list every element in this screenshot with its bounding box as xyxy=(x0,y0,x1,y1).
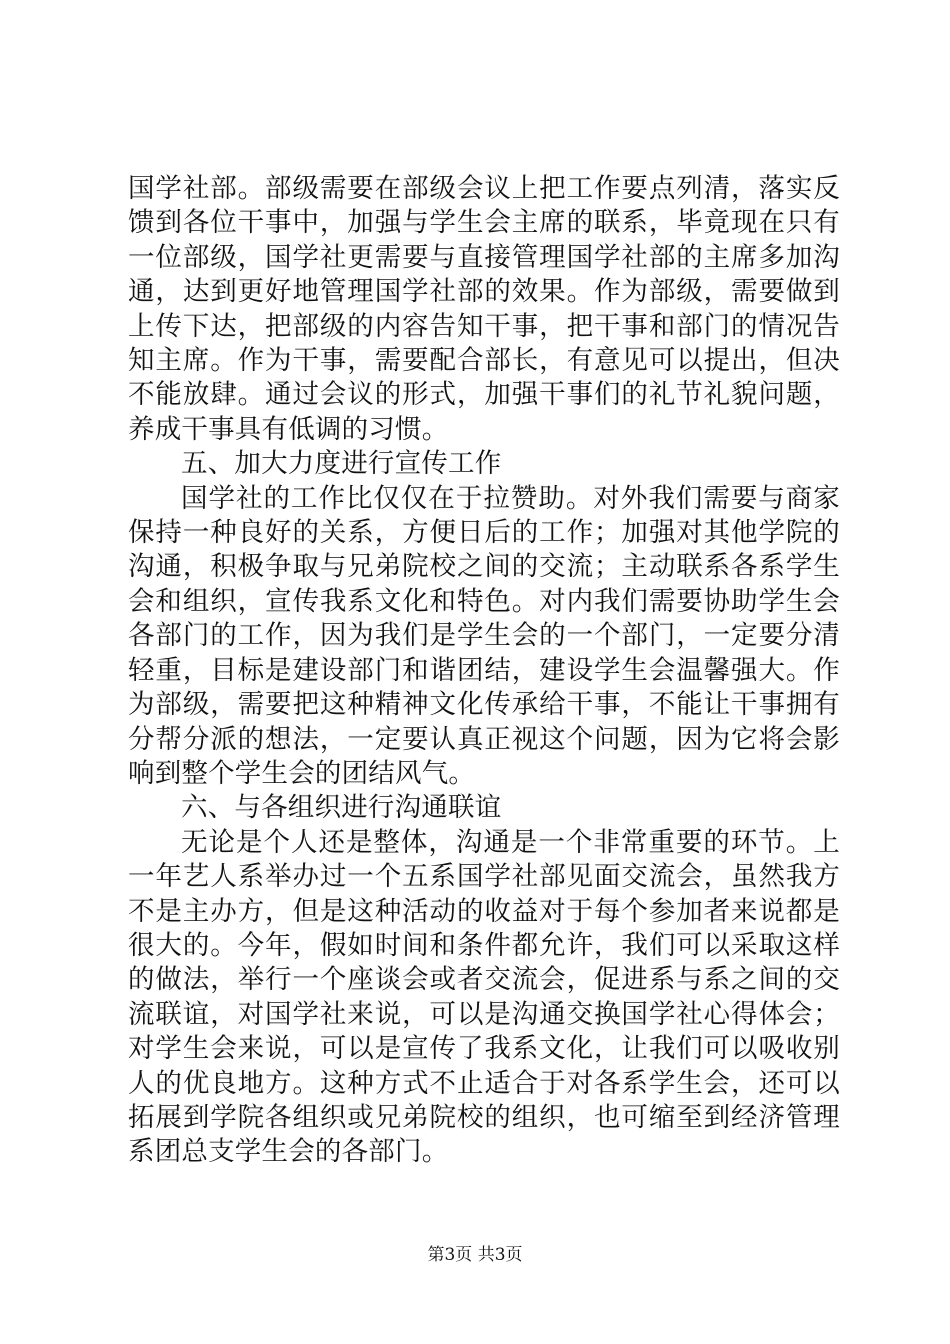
paragraph-continuation: 国学社部。部级需要在部级会议上把工作要点列清，落实反馈到各位干事中，加强与学生会主席的联系，毕竟现在只有一位部级，国学社更需要与直接管理国学社部的主席多加沟通，达到更好地管理国学社部的效果。作为部级，需要做到上传下达，把部级的内容告知干事，把干事和部门的情况告知主席。作为干事，需要配合部长，有意见可以提出，但决不能放肆。通过会议的形式，加强干事们的礼节礼貌问题，养成干事具有低调的习惯。 xyxy=(128,173,840,445)
section-heading-publicity: 五、加大力度进行宣传工作 xyxy=(181,448,502,480)
page-number-footer: 第3页 共3页 xyxy=(427,1245,523,1265)
paragraph-liaison: 无论是个人还是整体，沟通是一个非常重要的环节。上一年艺人系举办过一个五系国学社部见面交流会，虽然我方不是主办方，但是这种活动的收益对于每个参加者来说都是很大的。今年，假如时间和条件都允许，我们可以采取这样的做法，举行一个座谈会或者交流会，促进系与系之间的交流联谊，对国学社来说，可以是沟通交换国学社心得体会；对学生会来说，可以是宣传了我系文化，让我们可以吸收别人的优良地方。这种方式不止适合于对各系学生会，还可以拓展到学院各组织或兄弟院校的组织，也可缩至到经济管理系团总支学生会的各部门。 xyxy=(128,826,840,1168)
paragraph-publicity: 国学社的工作比仅仅在于拉赞助。对外我们需要与商家保持一种良好的关系，方便日后的工作；加强对其他学院的沟通，积极争取与兄弟院校之间的交流；主动联系各系学生会和组织，宣传我系文化和特色。对内我们需要协助学生会各部门的工作，因为我们是学生会的一个部门，一定要分清轻重，目标是建设部门和谐团结，建设学生会温馨强大。作为部级，需要把这种精神文化传承给干事，不能让干事拥有分帮分派的想法，一定要认真正视这个问题，因为它将会影响到整个学生会的团结风气。 xyxy=(128,482,840,789)
section-heading-liaison: 六、与各组织进行沟通联谊 xyxy=(181,792,502,824)
document-body xyxy=(128,172,840,1170)
